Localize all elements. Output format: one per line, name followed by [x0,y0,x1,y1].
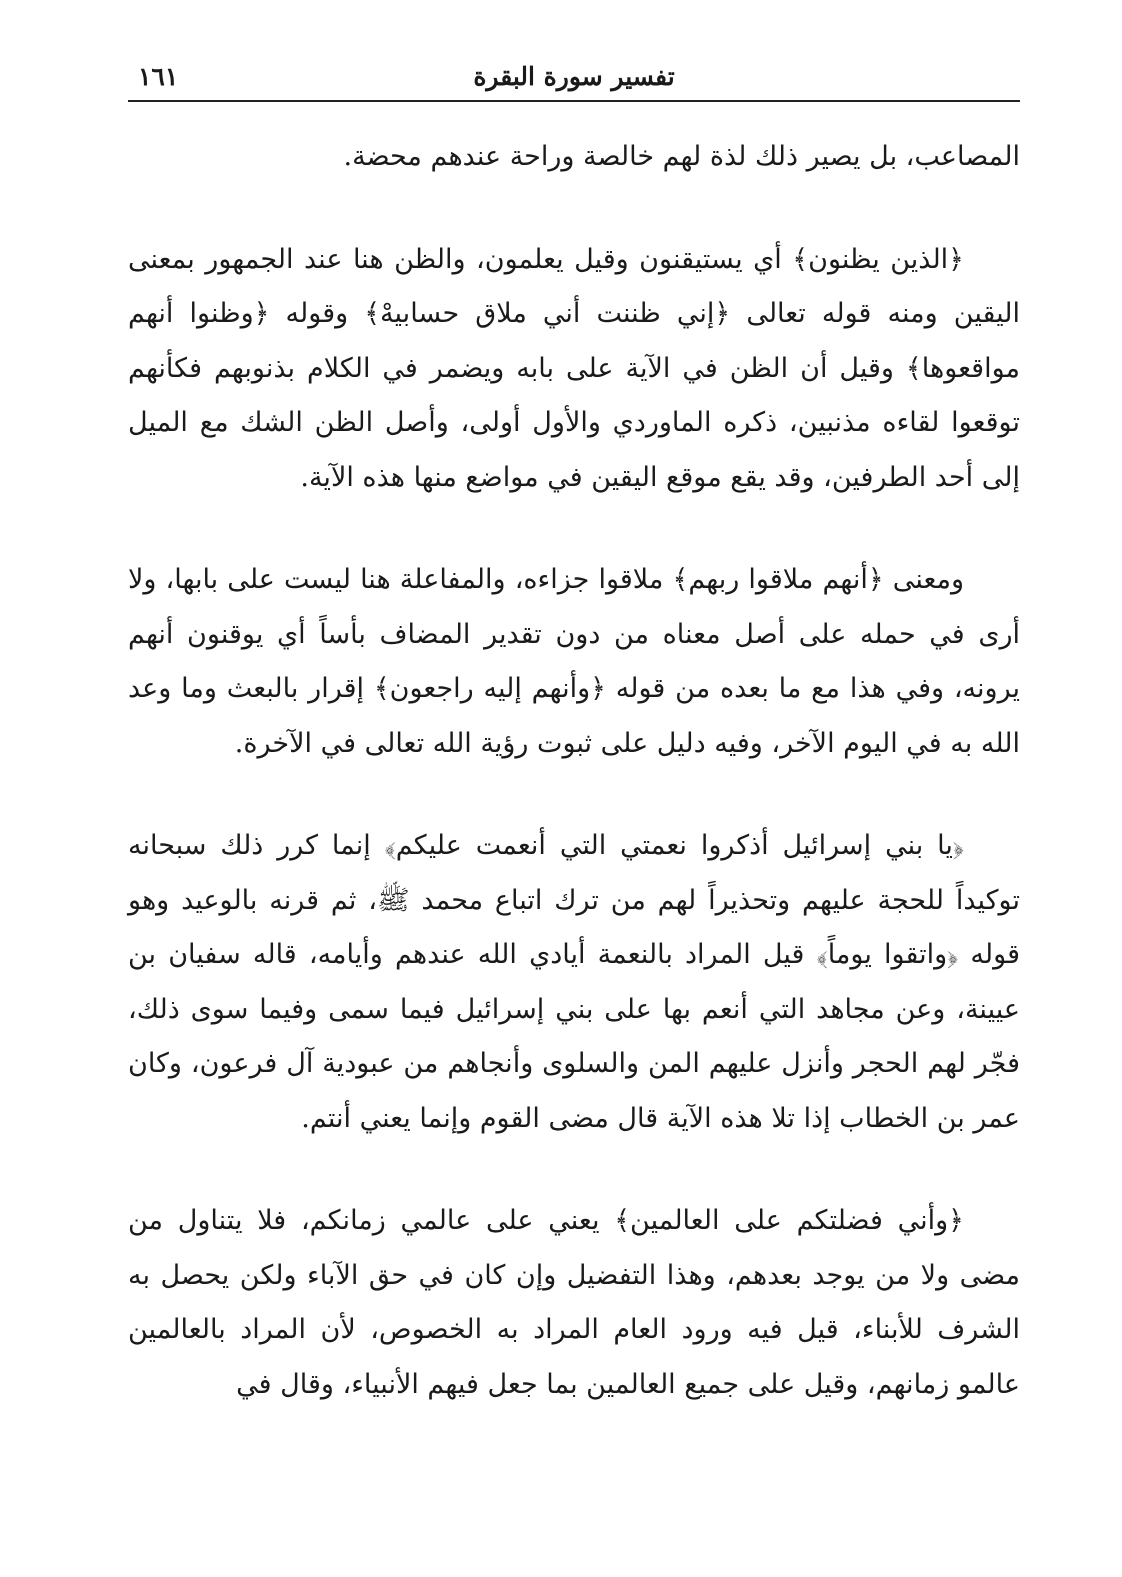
page-number: ١٦١ [138,62,179,91]
paragraph-alladhina-yazunnun: ﴿الذين يظنون﴾ أي يستيقنون وقيل يعلمون، والظن هنا عند الجمهور بمعنى اليقين ومنه قوله تعالى ﴿إني ظننت أني ملاق حسابيهْ﴾ وقوله ﴿وظنوا أنهم مواقعوها﴾ وقيل أن الظن في الآية على بابه ويضمر في الكلام بذنوبهم فكأنهم توقعوا لقاءه مذنبين، ذكره الماوردي والأول أولى، وأصل الظن الشك مع الميل إلى أحد الطرفين، وقد يقع موقع اليقين في مواضع منها هذه الآية. [128,243,1020,493]
paragraph-faddaltukum: ﴿وأني فضلتكم على العالمين﴾ يعني على عالمي زمانكم، فلا يتناول من مضى ولا من يوجد بعدهم، وهذا التفضيل وإن كان في حق الآباء ولكن يحصل به الشرف للأبناء، قيل فيه ورود العام المراد به الخصوص، لأن المراد بالعالمين عالمو زمانهم، وقيل على جميع العالمين بما جعل فيهم الأنبياء، وقال في [128,1205,1020,1400]
paragraph-continuation: المصاعب، بل يصير ذلك لذة لهم خالصة وراحة عندهم محضة. [343,141,1020,172]
header-title: تفسير سورة البقرة [473,62,675,91]
paragraph-bani-israil: ﴿يا بني إسرائيل أذكروا نعمتي التي أنعمت عليكم﴾ إنما كرر ذلك سبحانه توكيداً للحجة عليهم وتحذيراً لهم من ترك اتباع محمد ﷺ، ثم قرنه بالوعيد وهو قوله ﴿واتقوا يوماً﴾ قيل المراد بالنعمة أيادي الله عندهم وأيامه، قاله سفيان بن عيينة، وعن مجاهد التي أنعم بها على بني إسرائيل فيما سمى وفيما سوى ذلك، فجّر لهم الحجر وأنزل عليهم المن والسلوى وأنجاهم من عبودية آل فرعون، وكان عمر بن الخطاب إذا تلا هذه الآية قال مضى القوم وإنما يعني أنتم. [128,830,1020,1134]
running-header [128,56,1020,102]
paragraph-mulaqu-rabbihim: ومعنى ﴿أنهم ملاقوا ربهم﴾ ملاقوا جزاءه، والمفاعلة هنا ليست على بابها، ولا أرى في حمله على أصل معناه من دون تقدير المضاف بأساً أي يوقنون أنهم يرونه، وفي هذا مع ما بعده من قوله ﴿وأنهم إليه راجعون﴾ إقرار بالبعث وما وعد الله به في اليوم الآخر، وفيه دليل على ثبوت رؤية الله تعالى في الآخرة. [128,564,1020,759]
body-text [128,130,1020,1412]
